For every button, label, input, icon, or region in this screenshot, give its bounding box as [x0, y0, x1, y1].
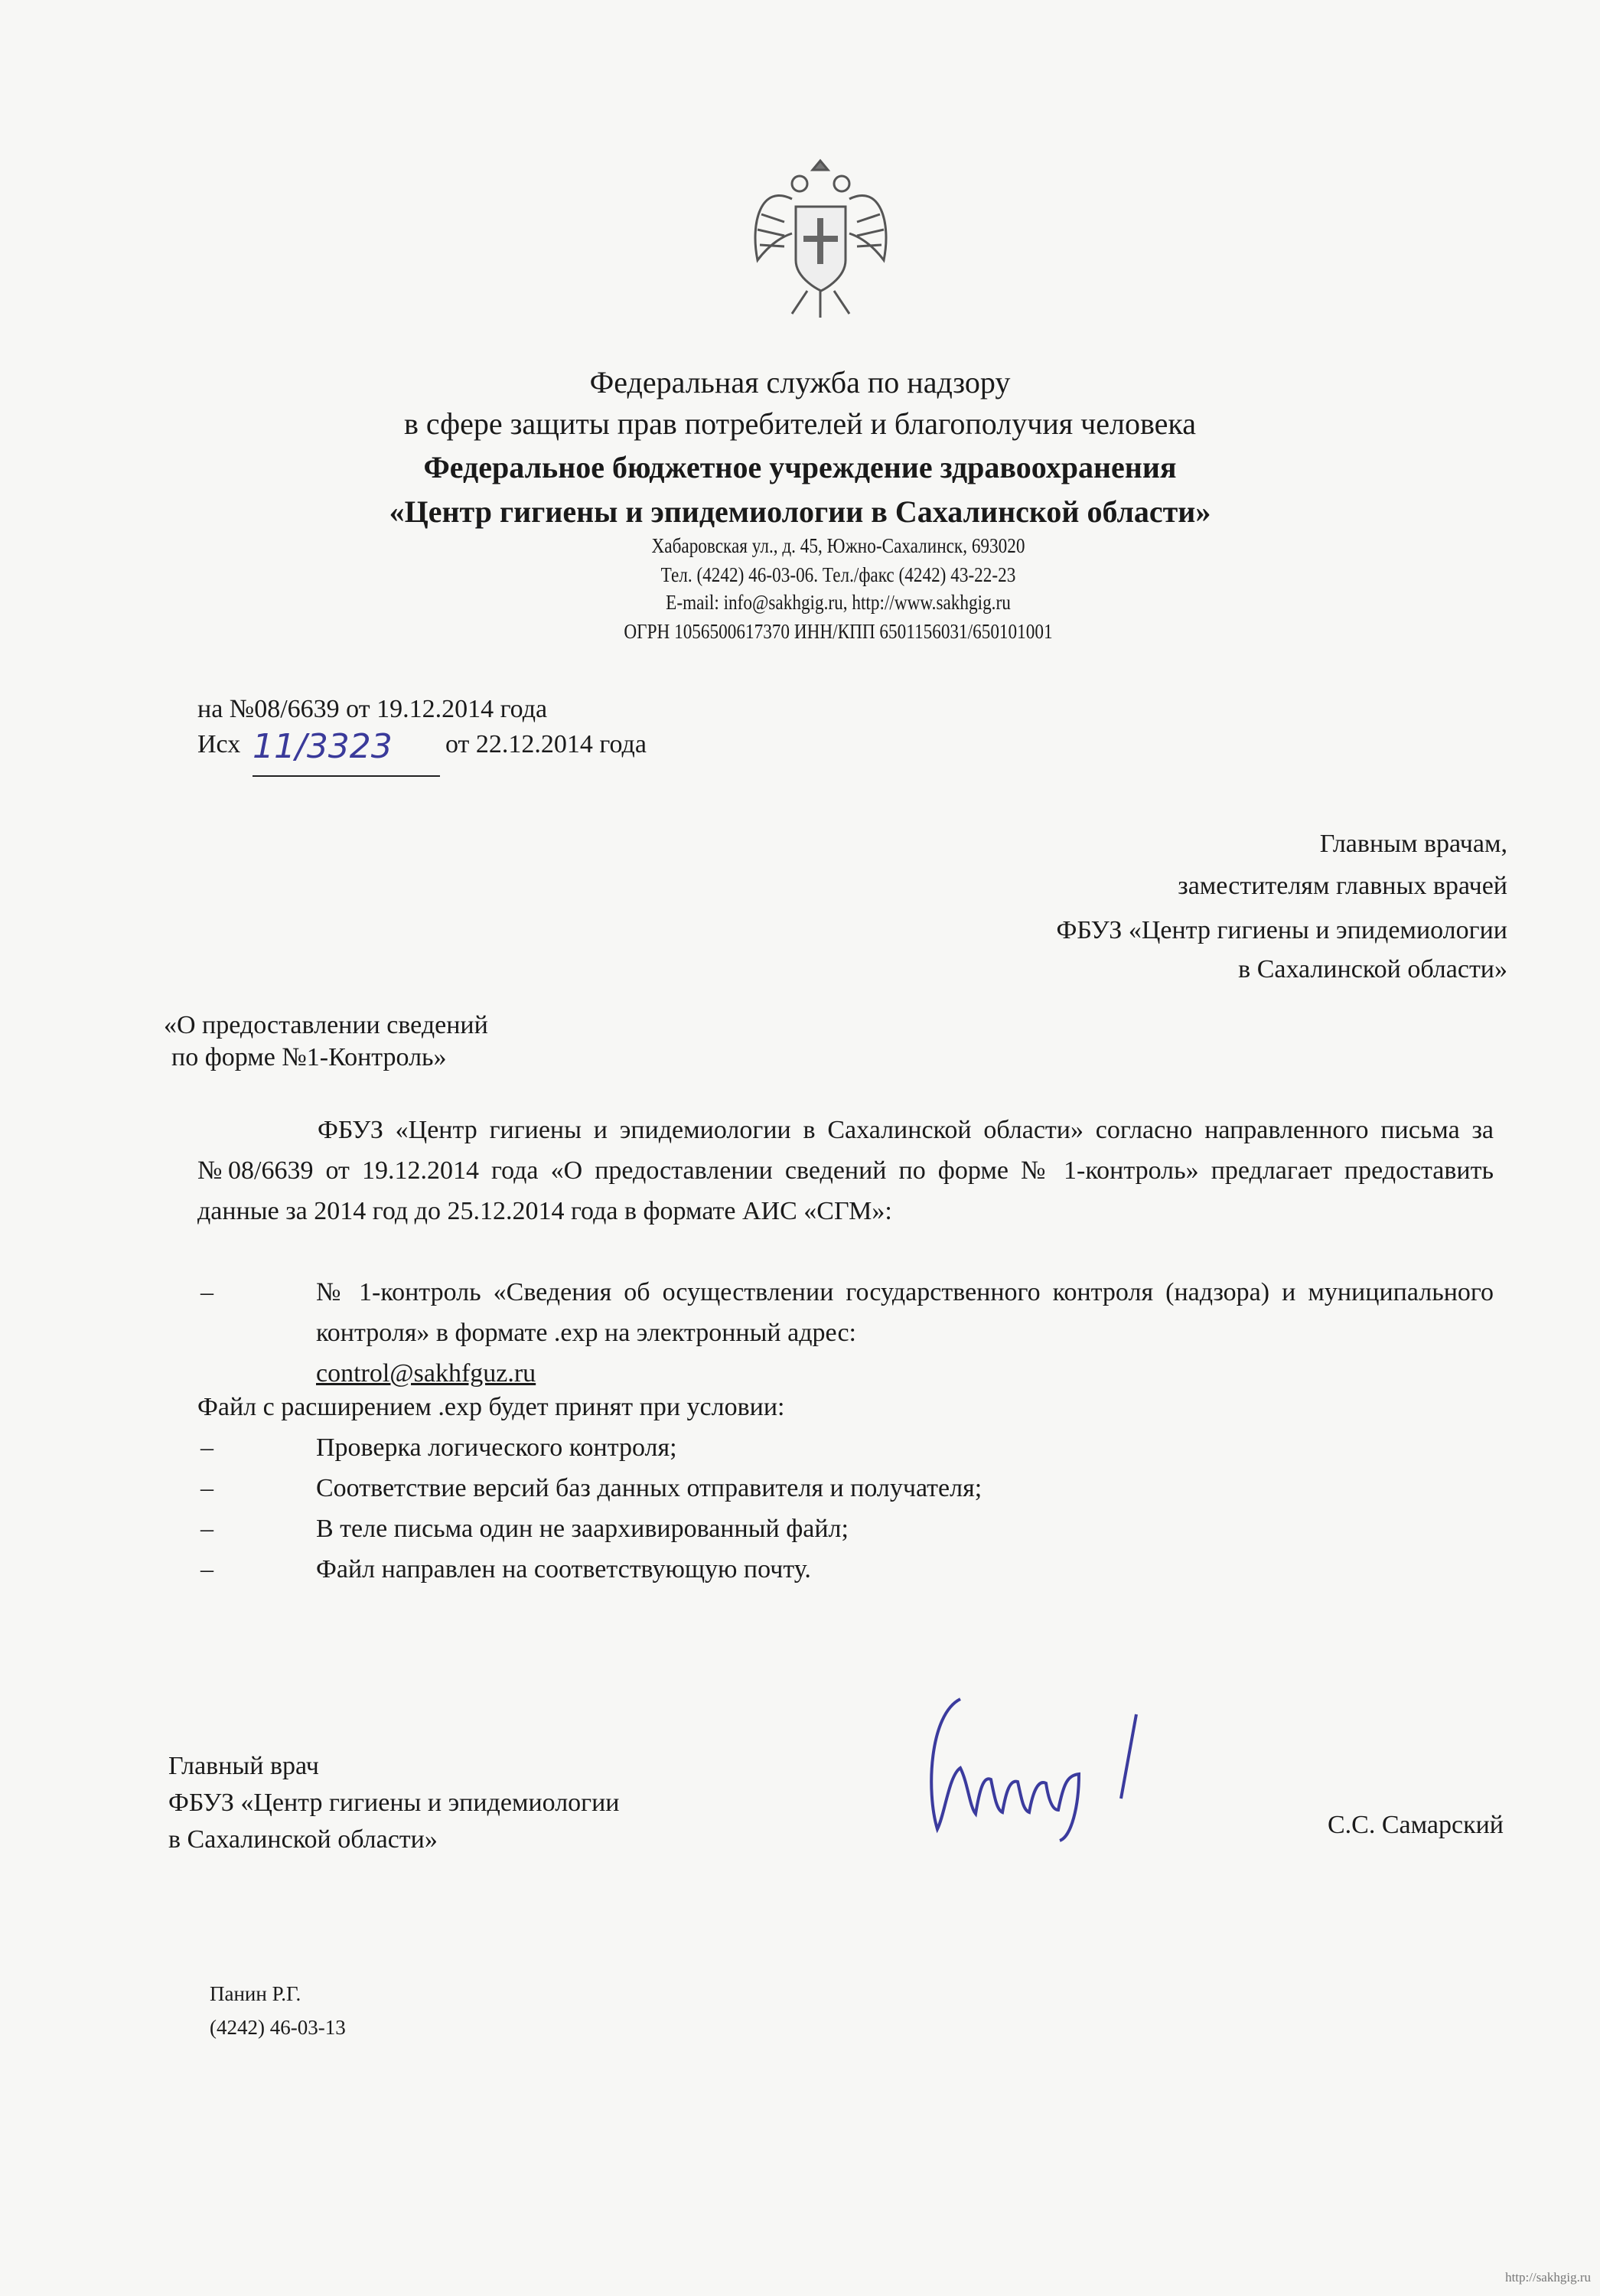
outgoing-date: от 22.12.2014 года [445, 730, 647, 758]
signer-title: ФБУЗ «Центр гигиены и эпидемиологии [168, 1789, 620, 1817]
signer-title: в Сахалинской области» [168, 1825, 438, 1854]
list-item-condition [197, 1468, 1494, 1508]
list-item-form [197, 1272, 1494, 1394]
list-item-condition [197, 1427, 1494, 1468]
condition-text: Файл направлен на соответствующую почту. [316, 1555, 811, 1583]
outgoing-number-handwritten: 11/3323 [253, 727, 393, 766]
org-name-line2: «Центр гигиены и эпидемиологии в Сахалинской области» [389, 494, 1211, 529]
condition-text: Соответствие версий баз данных отправителя и получателя; [316, 1474, 982, 1502]
list-dash: – [200, 1515, 213, 1543]
conditions-intro [197, 1387, 1494, 1427]
body-paragraph [197, 1110, 1494, 1231]
outgoing-number-underline [253, 775, 440, 777]
outgoing-prefix: Исх [197, 730, 241, 758]
recipient-line: в Сахалинской области» [1238, 955, 1507, 983]
coat-of-arms-emblem [746, 153, 895, 321]
watermark: http://sakhgig.ru [1505, 2270, 1591, 2285]
conditions-intro-text: Файл с расширением .exp будет принят при условии: [197, 1393, 785, 1421]
org-name-line1: Федеральное бюджетное учреждение здравоохранения [423, 450, 1177, 484]
org-phones: Тел. (4242) 46-03-06. Тел./факс (4242) 43-22-23 [660, 563, 1016, 586]
recipient-line: Главным врачам, [1319, 830, 1507, 858]
executor-phone: (4242) 46-03-13 [210, 2016, 346, 2039]
reply-reference: на №08/6639 от 19.12.2014 года [197, 695, 548, 723]
executor-name: Панин Р.Г. [210, 1982, 301, 2005]
org-ids: ОГРН 1056500617370 ИНН/КПП 6501156031/650101001 [624, 620, 1053, 643]
list-dash: – [200, 1433, 213, 1462]
recipient-line: ФБУЗ «Центр гигиены и эпидемиологии [1056, 916, 1507, 944]
subject-line: «О предоставлении сведений [164, 1011, 488, 1039]
org-email: E-mail: info@sakhgig.ru, http://www.sakhgig.ru [666, 591, 1011, 614]
list-item-text: № 1-контроль «Сведения об осуществлении государственного контроля (надзора) и муниципального контроля» в формате .exp на электронный адрес: [316, 1278, 1494, 1347]
list-item-condition [197, 1508, 1494, 1549]
list-dash: – [200, 1555, 213, 1583]
control-email-link[interactable]: control@sakhfguz.ru [316, 1359, 536, 1388]
agency-name-line2: в сфере защиты прав потребителей и благополучия человека [404, 406, 1196, 441]
body-paragraph-text: ФБУЗ «Центр гигиены и эпидемиологии в Сахалинской области» согласно направленного письма за №08/6639 от 19.12.2014 года «О предоставлении сведений по форме № 1-контроль» предлагает предоставить данные за 2014 год до 25.12.2014 года в формате АИС «СГМ»: [197, 1116, 1494, 1225]
signer-name: С.С. Самарский [1328, 1811, 1504, 1839]
signer-title: Главный врач [168, 1752, 319, 1780]
list-dash: – [200, 1278, 213, 1306]
agency-name-line1: Федеральная служба по надзору [589, 365, 1011, 400]
subject-line: по форме №1-Контроль» [171, 1043, 447, 1071]
condition-text: Проверка логического контроля; [316, 1433, 677, 1462]
condition-text: В теле письма один не заархивированный файл; [316, 1515, 849, 1543]
list-item-condition [197, 1549, 1494, 1590]
handwritten-signature [914, 1684, 1175, 1844]
recipient-line: заместителям главных врачей [1178, 872, 1507, 900]
list-dash: – [200, 1474, 213, 1502]
org-address: Хабаровская ул., д. 45, Южно-Сахалинск, 693020 [651, 534, 1025, 557]
